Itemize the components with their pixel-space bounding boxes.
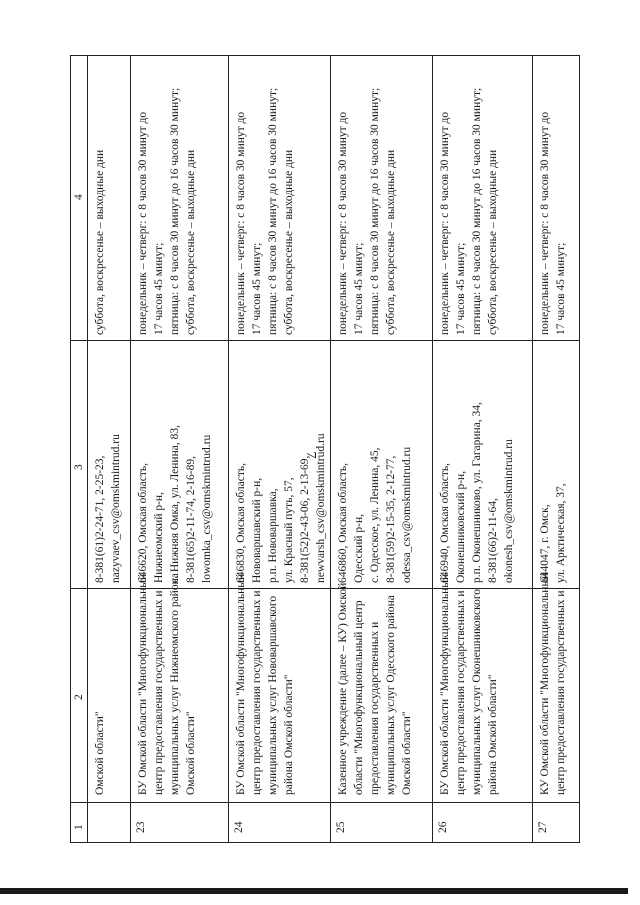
row-23-hours-1: понедельник – четверг: с 8 часов 30 минут до (137, 111, 149, 335)
row-27-number: 27 (537, 821, 549, 833)
row-24-name-1: БУ Омской области "Многофункциональный (235, 573, 247, 795)
row-26-name-2: центр предоставления государственных и (455, 590, 467, 795)
row-24-contacts-4: ул. Красный путь, 57, (283, 477, 295, 583)
row-25-hours-1: понедельник – четверг: с 8 часов 30 минут до (337, 111, 349, 335)
column-divider-1-2 (70, 802, 580, 803)
header-row-divider (87, 55, 88, 843)
row-24-hours-4: суббота, воскресенье – выходные дни (283, 149, 295, 335)
row-divider-23 (130, 55, 131, 843)
row-25-name-5: Омской области" (401, 711, 413, 795)
row-23-name-3: муниципальных услуг Нижнеомского района (169, 573, 181, 795)
column-header-1: 1 (73, 824, 85, 830)
row-25-hours-3: пятница: с 8 часов 30 минут до 16 часов 30 минут; (369, 87, 381, 335)
row-26-number: 26 (437, 821, 449, 833)
row-25-name-4: муниципальных услуг Одесского района (385, 595, 397, 795)
row-23-name-4: Омской области" (185, 711, 197, 795)
row-24-hours-2: 17 часов 45 минут; (251, 242, 263, 335)
row-25-contacts-3: с. Одесское, ул. Ленина, 45, (369, 447, 381, 583)
column-header-4: 4 (73, 194, 85, 200)
row-24-contacts-6: newvarsh_csv@omskmintrud.ru (315, 433, 327, 583)
table-border-bottom (70, 842, 580, 843)
row-23-name-1: БУ Омской области "Многофункциональный (137, 573, 149, 795)
row-23-contacts-1: 646620, Омская область, (137, 462, 149, 583)
cont-row-name: Омской области" (94, 711, 106, 795)
row-25-name-2: области "Многофункциональный центр (353, 600, 365, 795)
row-23-contacts-5: lowomka_csv@omskmintrud.ru (201, 434, 213, 583)
row-26-hours-1: понедельник – четверг: с 8 часов 30 минут до (439, 111, 451, 335)
table-border-left (70, 55, 71, 843)
cont-row-contacts-line-1: 8-381(61)2-24-71, 2-25-23, (94, 455, 106, 583)
row-26-hours-4: суббота, воскресенье – выходные дни (487, 149, 499, 335)
row-24-name-2: центр предоставления государственных и (251, 590, 263, 795)
row-24-name-3: муниципальных услуг Нововаршавского (267, 595, 279, 795)
row-24-hours-3: пятница: с 8 часов 30 минут до 16 часов 30 минут; (267, 87, 279, 335)
table-border-top (70, 55, 580, 56)
cont-row-contacts-line-2: nazyvaev_csv@omskmintrud.ru (110, 434, 122, 583)
row-27-name-2: центр предоставления государственных и (555, 590, 567, 795)
row-divider-27 (532, 55, 533, 843)
table-border-right (579, 55, 580, 843)
row-25-hours-2: 17 часов 45 минут; (353, 242, 365, 335)
row-25-contacts-4: 8-381(59)2-15-35, 2-12-77, (385, 455, 397, 583)
row-23-name-2: центр предоставления государственных и (153, 590, 165, 795)
cont-row-hours-line-1: суббота, воскресенье – выходные дни (94, 149, 106, 335)
row-27-contacts-2: ул. Арктическая, 37, (555, 483, 567, 583)
row-23-hours-3: пятница: с 8 часов 30 минут до 16 часов 30 минут; (169, 87, 181, 335)
column-header-3: 3 (73, 464, 85, 470)
row-divider-26 (432, 55, 433, 843)
row-23-hours-2: 17 часов 45 минут; (153, 242, 165, 335)
row-24-contacts-5: 8-381(52)2-43-06, 2-13-69, (299, 455, 311, 583)
row-26-contacts-2: Оконешниковский р-н, (455, 470, 467, 583)
row-25-hours-4: суббота, воскресенье – выходные дни (385, 149, 397, 335)
row-25-contacts-5: odessa_csv@omskmintrud.ru (401, 446, 413, 583)
row-27-name-1: КУ Омской области "Многофункциональный (539, 572, 551, 795)
scan-edge-bar (0, 888, 628, 894)
row-26-name-4: района Омской области" (487, 674, 499, 795)
row-23-hours-4: суббота, воскресенье – выходные дни (185, 149, 197, 335)
row-26-contacts-5: okonesh_csv@omskmintrud.ru (503, 439, 515, 583)
row-25-contacts-2: Одесский р-н, (353, 514, 365, 583)
row-24-name-4: района Омской области" (283, 674, 295, 795)
row-26-hours-2: 17 часов 45 минут; (455, 242, 467, 335)
row-27-hours-1: понедельник – четверг: с 8 часов 30 минут до (539, 111, 551, 335)
row-23-contacts-3: с. Нижняя Омка, ул. Ленина, 83, (169, 425, 181, 583)
row-24-contacts-2: Нововаршавский р-н, (251, 477, 263, 583)
row-23-number: 23 (135, 821, 147, 833)
page-number: 7 (303, 451, 318, 459)
row-23-contacts-4: 8-381(65)2-11-74, 2-16-89, (185, 455, 197, 583)
column-divider-3-4 (70, 340, 580, 341)
row-divider-24 (228, 55, 229, 843)
row-24-contacts-3: р.п. Нововаршавка, (267, 488, 279, 583)
column-header-2: 2 (73, 694, 85, 700)
row-25-number: 25 (335, 821, 347, 833)
row-24-contacts-1: 646830, Омская область, (235, 462, 247, 583)
row-27-contacts-1: 644047, г. Омск, (539, 504, 551, 583)
row-25-name-3: предоставления государственных и (369, 621, 381, 795)
row-26-hours-3: пятница: с 8 часов 30 минут до 16 часов 30 минут; (471, 87, 483, 335)
row-25-name-1: Казенное учреждение (далее – КУ) Омской (337, 582, 349, 795)
row-26-contacts-4: 8-381(66)2-11-64, (487, 498, 499, 583)
row-26-contacts-1: 646940, Омская область, (439, 462, 451, 583)
row-divider-25 (330, 55, 331, 843)
row-24-hours-1: понедельник – четверг: с 8 часов 30 минут до (235, 111, 247, 335)
row-26-name-3: муниципальных услуг Оконешниковского (471, 588, 483, 795)
row-26-name-1: БУ Омской области "Многофункциональный (439, 573, 451, 795)
row-24-number: 24 (233, 821, 245, 833)
row-27-hours-2: 17 часов 45 минут; (555, 242, 567, 335)
row-26-contacts-3: р.п. Оконешниково, ул. Гагарина, 34, (471, 402, 483, 583)
row-23-contacts-2: Нижнеомский р-н, (153, 492, 165, 583)
row-25-contacts-1: 646860, Омская область, (337, 462, 349, 583)
